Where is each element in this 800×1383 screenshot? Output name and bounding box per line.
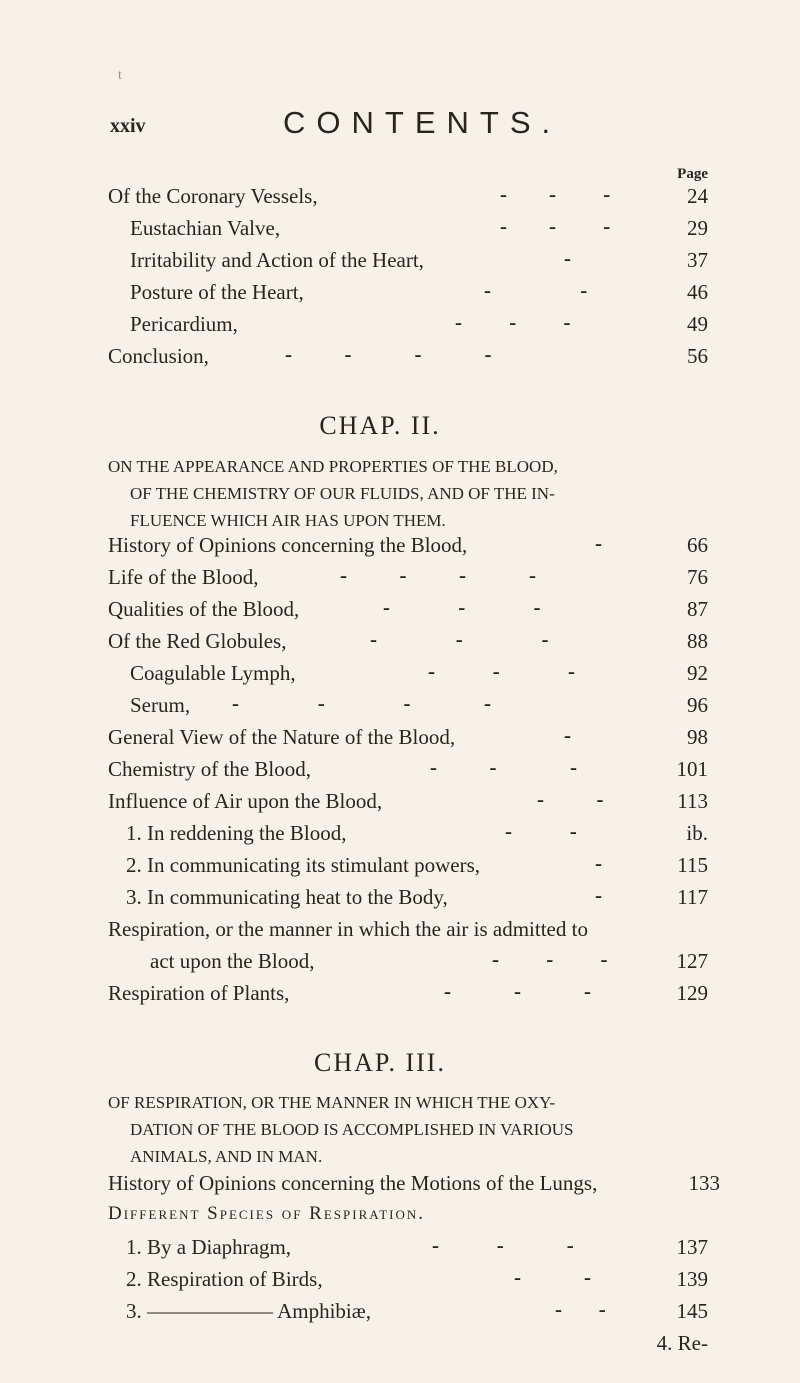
toc-entry-page: 76	[687, 565, 708, 589]
toc-entry-page: 29	[687, 216, 708, 240]
toc-entry-text: Coagulable Lymph,	[130, 661, 296, 685]
toc-entry-text: 2. In communicating its stimulant powers,	[126, 853, 481, 877]
page-title: CONTENTS.	[283, 105, 562, 140]
toc-entry	[0, 1235, 800, 1271]
leader-dashes: -	[564, 723, 571, 747]
toc-entry-page: 127	[676, 949, 708, 973]
leader-dashes: - - -	[430, 755, 577, 779]
catchword: 4. Re-	[656, 1331, 708, 1355]
toc-entry	[0, 821, 800, 857]
leader-dashes: - -	[484, 278, 588, 302]
toc-entry-text: 1. In reddening the Blood,	[126, 821, 347, 845]
toc-entry-page: 92	[687, 661, 708, 685]
toc-entry-text: Influence of Air upon the Blood,	[108, 789, 383, 813]
toc-entry-text: Respiration of Plants,	[108, 981, 290, 1005]
toc-entry	[0, 1299, 800, 1335]
toc-entry-text: 3. In communicating heat to the Body,	[126, 885, 448, 909]
toc-entry	[0, 917, 800, 953]
toc-entry	[0, 981, 800, 1017]
toc-entry	[0, 693, 800, 729]
page-header	[0, 105, 800, 145]
toc-entry-page: 139	[676, 1267, 708, 1291]
toc-entry-page: 137	[676, 1235, 708, 1259]
margin-mark: t	[118, 68, 122, 83]
leader-dashes: - - -	[383, 595, 541, 619]
leader-dashes: -	[564, 246, 571, 270]
toc-entry-text: Pericardium,	[130, 312, 238, 336]
toc-entry-page: 24	[687, 184, 708, 208]
leader-dashes: - - -	[444, 979, 591, 1003]
toc-entry	[0, 757, 800, 793]
toc-entry-text: Respiration, or the manner in which the air is admitted to	[108, 917, 588, 941]
toc-entry-text: Chemistry of the Blood,	[108, 757, 311, 781]
toc-entry-text: Qualities of the Blood,	[108, 597, 300, 621]
toc-entry-text: Serum,	[130, 693, 191, 717]
toc-entry	[0, 184, 800, 220]
toc-entry	[0, 1267, 800, 1303]
leader-dashes: - -	[537, 787, 604, 811]
toc-entry-page: 113	[677, 789, 708, 813]
toc-entry-page: 145	[676, 1299, 708, 1323]
toc-entry-page: 101	[676, 757, 708, 781]
toc-entry	[0, 248, 800, 284]
chapter-heading: CHAP. III.	[314, 1048, 446, 1077]
toc-entry-page: 66	[687, 533, 708, 557]
toc-entry-page: 46	[687, 280, 708, 304]
toc-entry	[0, 280, 800, 316]
toc-entry-page: 115	[677, 853, 708, 877]
toc-entry	[0, 853, 800, 889]
toc-entry-page: 98	[687, 725, 708, 749]
toc-entry-text: Different Species of Respiration.	[108, 1203, 425, 1224]
toc-entry-page: 117	[677, 885, 708, 909]
toc-entry-page: 37	[687, 248, 708, 272]
leader-dashes: - - - -	[285, 342, 492, 366]
toc-entry	[0, 725, 800, 761]
toc-entry-page: 96	[687, 693, 708, 717]
toc-entry	[0, 885, 800, 921]
leader-dashes: - -	[555, 1297, 606, 1321]
toc-entry-page: 49	[687, 312, 708, 336]
folio-number: xxiv	[110, 115, 146, 137]
toc-entry-text: 1. By a Diaphragm,	[126, 1235, 292, 1259]
catchword-row	[0, 1331, 800, 1367]
toc-entry-text: General View of the Nature of the Blood,	[108, 725, 456, 749]
page-column-label: Page	[677, 166, 708, 182]
toc-entry	[0, 216, 800, 252]
chapter-description: ON THE APPEARANCE AND PROPERTIES OF THE BLOOD, OF THE CHEMISTRY OF OUR FLUIDS, AND OF THE IN- FLUENCE WHICH AIR HAS UPON THEM.	[108, 457, 558, 530]
leader-dashes: - -	[514, 1265, 591, 1289]
toc-entry-text: act upon the Blood,	[150, 949, 315, 973]
leader-dashes: - - -	[455, 310, 571, 334]
leader-dashes: - - -	[428, 659, 575, 683]
chapter-description: OF RESPIRATION, OR THE MANNER IN WHICH THE OXY- DATION OF THE BLOOD IS ACCOMPLISHED IN VARIOUS ANIMALS, AND IN MAN.	[108, 1093, 574, 1166]
leader-dashes: - - -	[492, 947, 608, 971]
toc-entry-text: Life of the Blood,	[108, 565, 259, 589]
toc-entry-text: Irritability and Action of the Heart,	[130, 248, 424, 272]
toc-entry	[0, 789, 800, 825]
leader-dashes: - - -	[500, 214, 611, 238]
toc-entry-text: Posture of the Heart,	[130, 280, 304, 304]
toc-entry-page: 87	[687, 597, 708, 621]
toc-entry-text: Conclusion,	[108, 344, 209, 368]
toc-entry-text: History of Opinions concerning the Motions of the Lungs,	[108, 1171, 598, 1195]
leader-dashes: - - - -	[232, 691, 491, 715]
toc-entry-text: Of the Red Globules,	[108, 629, 287, 653]
leader-dashes: - - -	[370, 627, 549, 651]
leader-dashes: - - -	[432, 1233, 574, 1257]
toc-entry	[0, 629, 800, 665]
toc-entry-text: Of the Coronary Vessels,	[108, 184, 318, 208]
toc-entry-text: History of Opinions concerning the Blood,	[108, 533, 468, 557]
leader-dashes: -	[595, 531, 602, 555]
toc-entry	[0, 949, 800, 985]
toc-entry-text: 3. —————— Amphibiæ,	[126, 1299, 372, 1323]
toc-entry-page: 129	[676, 981, 708, 1005]
toc-entry-text: 2. Respiration of Birds,	[126, 1267, 323, 1291]
toc-entry	[0, 1203, 800, 1239]
toc-entry-page: 56	[687, 344, 708, 368]
toc-entry-page: ib.	[686, 821, 708, 845]
leader-dashes: - - -	[500, 182, 611, 206]
toc-entry-page: 133	[688, 1171, 720, 1195]
toc-entry-text: Eustachian Valve,	[130, 216, 281, 240]
toc-entry	[0, 344, 800, 380]
leader-dashes: - -	[505, 819, 577, 843]
toc-entry-page: 88	[687, 629, 708, 653]
toc-entry	[0, 1171, 800, 1207]
leader-dashes: - - - -	[340, 563, 536, 587]
leader-dashes: -	[595, 851, 602, 875]
leader-dashes: -	[595, 883, 602, 907]
chapter-heading: CHAP. II.	[319, 411, 441, 440]
